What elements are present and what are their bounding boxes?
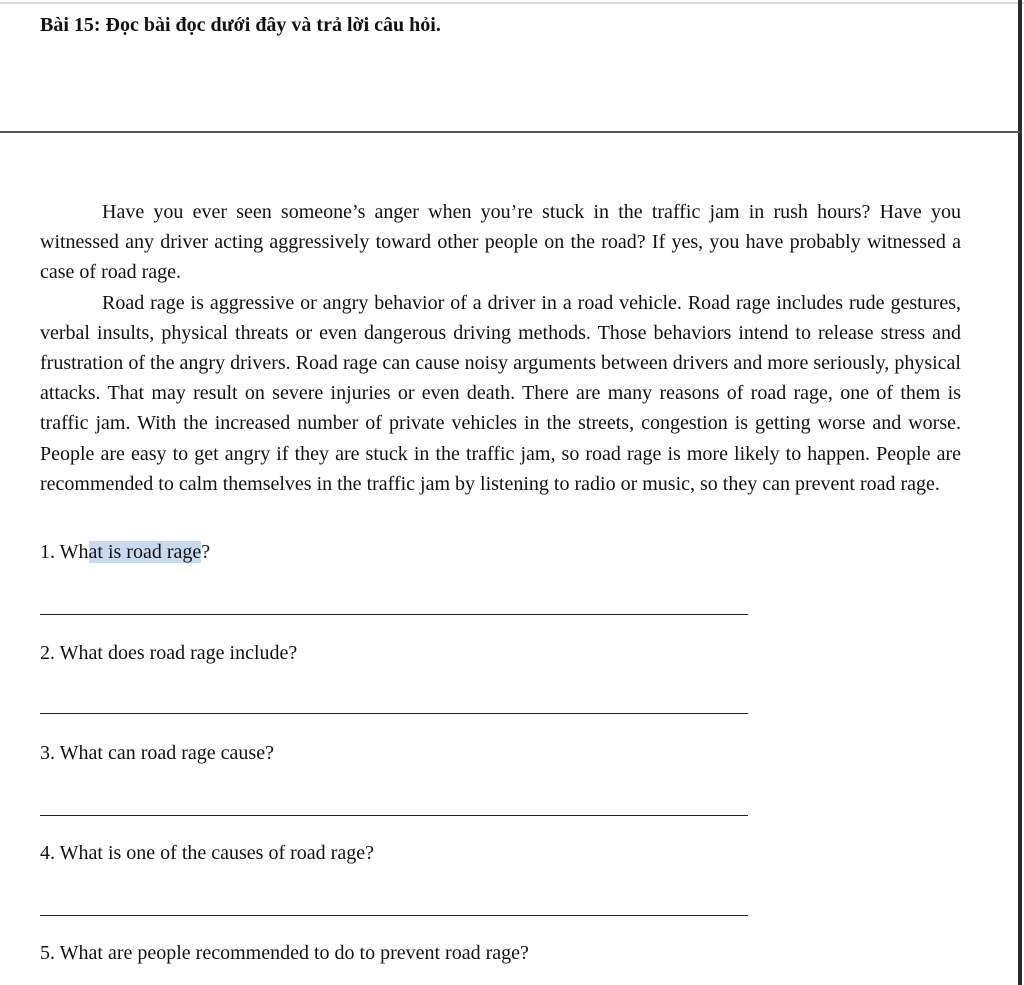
question-3: 3. What can road rage cause?	[40, 742, 274, 764]
page-top-border	[0, 2, 1024, 4]
answer-line-4[interactable]	[40, 915, 748, 916]
page-right-border	[1018, 0, 1022, 985]
question-4: 4. What is one of the causes of road rage?	[40, 842, 374, 864]
section-divider	[0, 131, 1020, 133]
question-1-suffix: ?	[201, 541, 211, 563]
question-1	[40, 541, 210, 564]
passage-paragraph-2: Road rage is aggressive or angry behavior of a driver in a road vehicle. Road rage includes rude gestures, verbal insults, physical threats or even dangerous driving methods. Those behaviors intend to release stress and frustration of the angry drivers. Road rage can cause noisy arguments between drivers and more seriously, physical attacks. That may result on severe injuries or even death. There are many reasons of road rage, one of them is traffic jam. With the increased number of private vehicles in the streets, congestion is getting worse and worse. People are easy to get angry if they are stuck in the traffic jam, so road rage is more likely to happen. People are recommended to calm themselves in the traffic jam by listening to radio or music, so they can prevent road rage.	[40, 291, 961, 495]
answer-line-3[interactable]	[40, 815, 748, 816]
answer-line-1[interactable]	[40, 614, 748, 615]
question-1-highlighted-selection[interactable]: at is road rage	[88, 541, 202, 563]
question-2: 2. What does road rage include?	[40, 642, 298, 664]
question-1-prefix: 1. Wh	[40, 541, 89, 563]
passage-paragraph-1: Have you ever seen someone’s anger when you’re stuck in the traffic jam in rush hours? Have you witnessed any driver acting aggressively toward other people on the road? If yes, you have probably witnessed a case of road rage.	[40, 201, 961, 284]
exercise-heading: Bài 15: Đọc bài đọc dưới đây và trả lời câu hỏi.	[40, 14, 441, 36]
question-5: 5. What are people recommended to do to prevent road rage?	[40, 942, 529, 964]
reading-passage	[40, 197, 961, 499]
answer-line-2[interactable]	[40, 713, 748, 714]
